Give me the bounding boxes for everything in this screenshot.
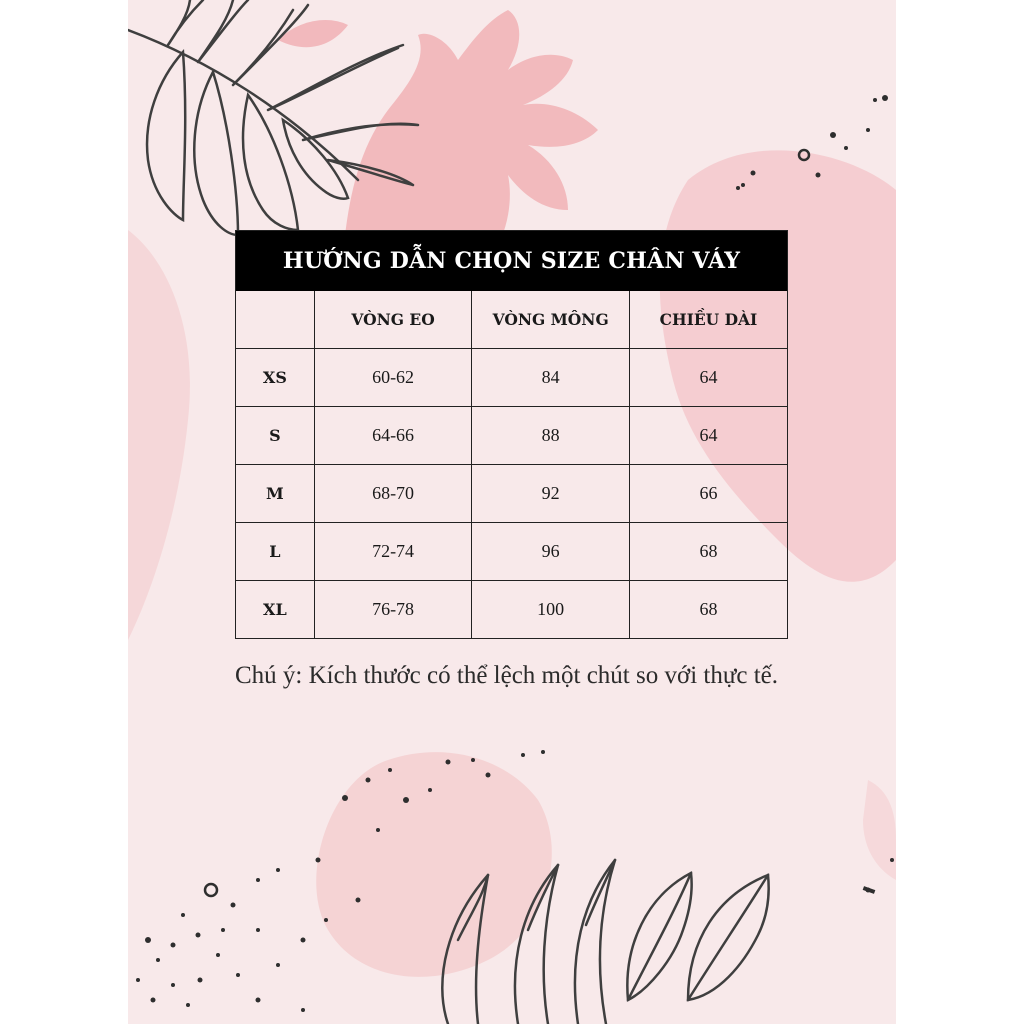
table-row [236, 407, 787, 465]
size-label: L [236, 523, 314, 581]
size-grid [236, 291, 787, 638]
size-label: XL [236, 581, 314, 639]
length-value: 66 [629, 465, 787, 523]
waist-value: 72-74 [314, 523, 472, 581]
table-row [236, 523, 787, 581]
table-row [236, 349, 787, 407]
size-label: M [236, 465, 314, 523]
waist-value: 68-70 [314, 465, 472, 523]
header-cell-hip: VÒNG MÔNG [472, 291, 630, 349]
header-cell-empty [236, 291, 314, 349]
length-value: 64 [629, 349, 787, 407]
hip-value: 96 [472, 523, 630, 581]
hip-value: 100 [472, 581, 630, 639]
table-row [236, 581, 787, 639]
size-chart-table [235, 230, 788, 639]
hip-value: 88 [472, 407, 630, 465]
size-guide-page [128, 0, 896, 1024]
size-note: Chú ý: Kích thước có thể lệch một chút so với thực tế. [235, 662, 779, 689]
hip-value: 84 [472, 349, 630, 407]
size-label: XS [236, 349, 314, 407]
header-cell-waist: VÒNG EO [314, 291, 472, 349]
table-row [236, 465, 787, 523]
waist-value: 60-62 [314, 349, 472, 407]
header-row [236, 291, 787, 349]
length-value: 64 [629, 407, 787, 465]
waist-value: 76-78 [314, 581, 472, 639]
header-cell-length: CHIỀU DÀI [629, 291, 787, 349]
table-title: HƯỚNG DẪN CHỌN SIZE CHÂN VÁY [236, 231, 787, 291]
waist-value: 64-66 [314, 407, 472, 465]
size-label: S [236, 407, 314, 465]
hip-value: 92 [472, 465, 630, 523]
length-value: 68 [629, 581, 787, 639]
length-value: 68 [629, 523, 787, 581]
